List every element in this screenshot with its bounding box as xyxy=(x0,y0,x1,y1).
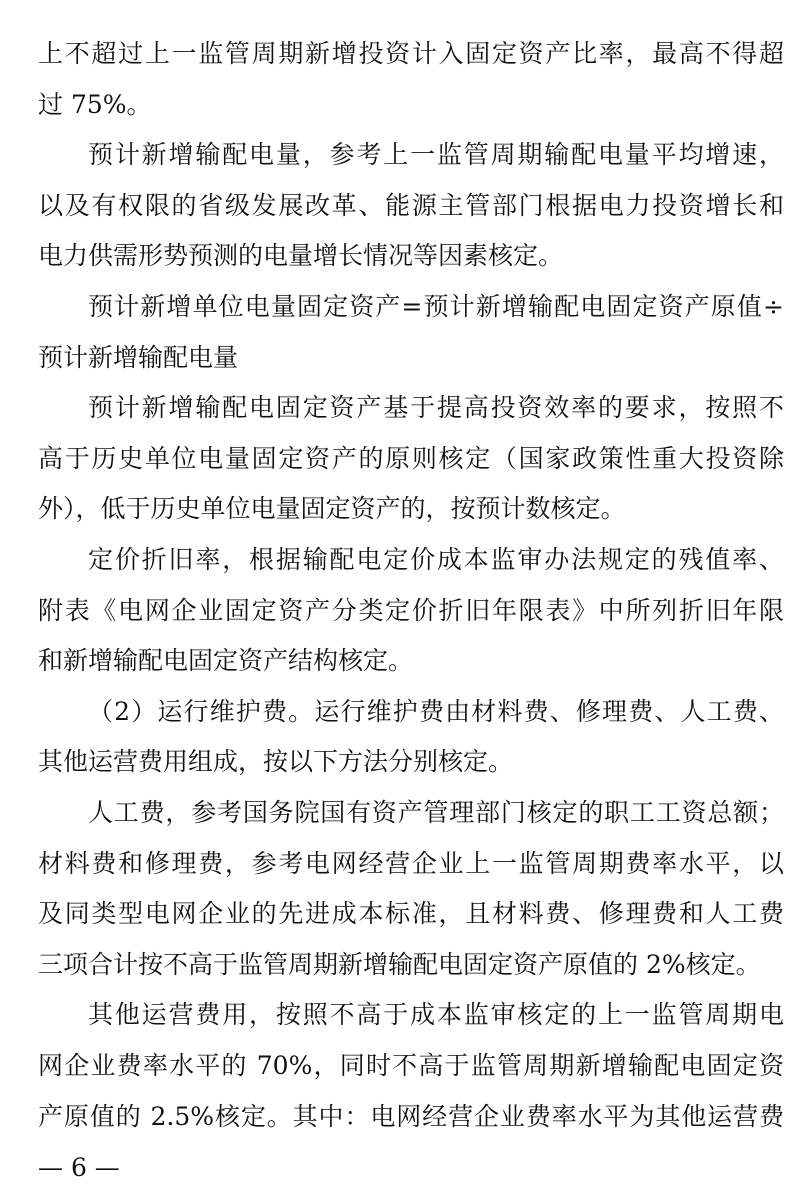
text-line-14: （2）运行维护费。运行维护费由材料费、修理费、人工费、 xyxy=(88,697,784,726)
text-line-16: 人工费，参考国务院国有资产管理部门核定的职工工资总额； xyxy=(88,798,784,827)
text-line-9: 高于历史单位电量固定资产的原则核定（国家政策性重大投资除 xyxy=(38,444,784,473)
page-number: — 6 — xyxy=(38,1153,120,1182)
text-line-5: 电力供需形势预测的电量增长情况等因素核定。 xyxy=(38,241,564,270)
text-line-10: 外），低于历史单位电量固定资产的，按预计数核定。 xyxy=(38,494,626,523)
text-line-3: 预计新增输配电量，参考上一监管周期输配电量平均增速， xyxy=(88,140,784,169)
text-line-19: 三项合计按不高于监管周期新增输配电固定资产原值的 2%核定。 xyxy=(38,950,761,979)
text-line-1: 上不超过上一监管周期新增投资计入固定资产比率，最高不得超 xyxy=(38,39,784,68)
text-line-22: 产原值的 2.5%核定。其中：电网经营企业费率水平为其他运营费 xyxy=(38,1102,784,1131)
text-line-2: 过 75%。 xyxy=(38,90,152,119)
text-line-4: 以及有权限的省级发展改革、能源主管部门根据电力投资增长和 xyxy=(38,191,784,220)
text-line-21: 网企业费率水平的 70%，同时不高于监管周期新增输配电固定资 xyxy=(38,1051,784,1080)
text-line-18: 及同类型电网企业的先进成本标准，且材料费、修理费和人工费 xyxy=(38,899,784,928)
text-line-6: 预计新增单位电量固定资产=预计新增输配电固定资产原值÷ xyxy=(88,292,784,321)
text-line-11: 定价折旧率，根据输配电定价成本监审办法规定的残值率、 xyxy=(88,545,784,574)
text-line-8: 预计新增输配电固定资产基于提高投资效率的要求，按照不 xyxy=(88,393,784,422)
text-line-13: 和新增输配电固定资产结构核定。 xyxy=(38,646,414,675)
text-line-7: 预计新增输配电量 xyxy=(38,343,239,372)
text-line-15: 其他运营费用组成，按以下方法分别核定。 xyxy=(38,747,514,776)
text-line-12: 附表《电网企业固定资产分类定价折旧年限表》中所列折旧年限 xyxy=(38,596,784,625)
text-line-17: 材料费和修理费，参考电网经营企业上一监管周期费率水平，以 xyxy=(38,849,784,878)
text-line-20: 其他运营费用，按照不高于成本监审核定的上一监管周期电 xyxy=(88,1000,784,1029)
